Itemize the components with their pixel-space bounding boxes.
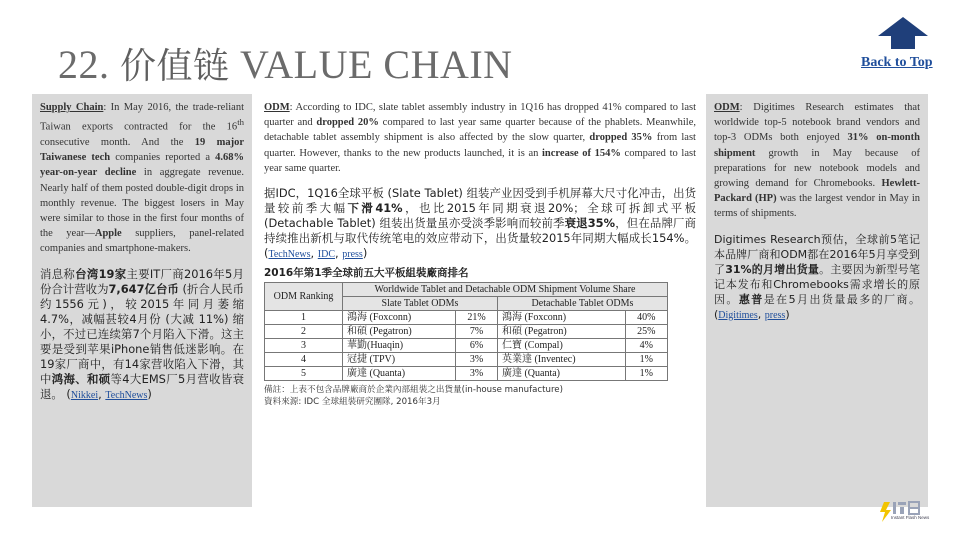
odm-notebook-chinese: Digitimes Research预估，全球前5笔记本品牌厂商和ODM都在2016年5月享受到了31%的月增出货量。主要因为新型号笔记本发布和Chromebooks需求增长的原因。惠普是在5月出货量最多的厂商。 (Digitimes, press) [714,232,920,321]
table-cell-detachable-odm: 和碩 (Pegatron) [497,325,625,339]
table-header-group: Worldwide Tablet and Detachable ODM Shipment Volume Share [343,283,668,297]
table-cell-rank: 2 [265,325,343,339]
table-cell-slate-odm: 冠捷 (TPV) [343,353,456,367]
table-cell-detachable-odm: 廣達 (Quanta) [497,367,625,381]
odm-tablet-panel [256,94,704,507]
table-cell-slate-odm: 廣達 (Quanta) [343,367,456,381]
table-cell-detachable-share: 25% [625,325,667,339]
supply-chain-english: Supply Chain: In May 2016, the trade-reliant Taiwan exports contracted for the 16th consecutive month. And the 19 major Taiwanese tech companies reported a 4.68% year-on-year decline in aggregate revenue. Nearly half of them posted double-digit drops in monthly revenue. The biggest losers in May were similar to those in the first four months of the year—Apple suppliers, panel-related companies and smartphone-makers. [40,102,245,255]
odm-heading: ODM [714,102,740,113]
table-cell-detachable-odm: 鴻海 (Foxconn) [497,311,625,325]
table-header-rank: ODM Ranking [265,283,343,311]
title-chinese: 价值链 [120,46,230,87]
table-cell-detachable-share: 1% [625,367,667,381]
table-cell-rank: 4 [265,353,343,367]
table-row [265,339,668,353]
table-row [265,367,668,381]
ref-link-press[interactable]: press [764,309,786,321]
odm-tablet-english: ODM: According to IDC, slate tablet assembly industry in 1Q16 has dropped 41% compared to last quarter and dropped 20% compared to last year same quarter because of the phablets. Meanwhile, detachable tablet assembly shipment is also affected by the slow quarter, dropped 35% from last quarter. However, thanks to the new products launched, it is an increase of 154% compared to last year same quarter. [264,102,696,174]
table-cell-slate-share: 3% [456,367,498,381]
ref-link-technews[interactable]: TechNews [105,389,148,401]
title-number: 22. [58,42,110,87]
table-cell-detachable-share: 4% [625,339,667,353]
table-cell-slate-share: 6% [456,339,498,353]
table-cell-rank: 3 [265,339,343,353]
table-cell-detachable-share: 40% [625,311,667,325]
figure-note: 備註：上表不包含品牌廠商於企業內部組裝之出貨量(in-house manufacture) 資料來源: IDC 全球組裝研究團隊, 2016年3月 [264,385,563,408]
back-to-top-link[interactable]: Back to Top [861,55,933,70]
odm-heading: ODM [264,102,290,113]
arrow-up-icon[interactable] [876,16,930,50]
table-cell-detachable-share: 1% [625,353,667,367]
table-cell-slate-odm: 鴻海 (Foxconn) [343,311,456,325]
odm-ranking-table [264,282,668,381]
odm-notebook-english: ODM: Digitimes Research estimates that worldwide top-5 notebook brand vendors and top-3 ODMs both enjoyed 31% on-month shipment growth in May because of preparations for new notebook models and growing demand for Chromebooks. Hewlett-Packard (HP) was the largest vendor in May in terms of shipments. [714,102,920,220]
ref-link-idc[interactable]: IDC [317,249,335,261]
odm-tablet-chinese: 据IDC，1Q16全球平板 (Slate Tablet) 组装产业因受到手机屏幕大尺寸化冲击，出货量较前季大幅下滑41%，也比2015年同期衰退20%；全球可拆卸式平板 (Detachable Tablet) 组装出货量虽亦受淡季影响而较前季衰退35%，但在品牌厂商持续推出新机与取代传统笔电的效应带动下，出货量较2015年同期大幅成长154%。 (TechNews, IDC, press) [264,186,697,261]
ref-link-press[interactable]: press [342,249,363,261]
supply-chain-panel [32,94,252,507]
table-cell-slate-share: 21% [456,311,498,325]
table-row [265,325,668,339]
supply-chain-chinese: 消息称台湾19家主要IT厂商2016年5月份合计营收为7,647亿台币 (折合人民币约1556元)，较2015年同月萎缩4.7%，减幅甚较4月份 (大减 11%) 缩小，不过已连续第7个月陷入下滑。这主要是受到苹果iPhone销售低迷影响。在19家厂商中，有14家营收陷入下滑，其中鸿海、和硕等4大EMS厂5月营收皆衰退。 (Nikkei, TechNews) [40,266,244,401]
logo-caption: Instant Flash News [891,515,930,520]
table-row [265,311,668,325]
figure-title: 2016年第1季全球前五大平板組裝廠商排名 [264,267,469,280]
ref-link-nikkei[interactable]: Nikkei [70,389,99,401]
table-cell-detachable-odm: 仁寶 (Compal) [497,339,625,353]
table-cell-slate-share: 7% [456,325,498,339]
table-cell-slate-share: 3% [456,353,498,367]
odm-ranking-figure [264,266,676,428]
table-cell-detachable-odm: 英業達 (Inventec) [497,353,625,367]
odm-notebook-panel [706,94,928,507]
table-row [265,353,668,367]
table-cell-rank: 5 [265,367,343,381]
table-cell-slate-odm: 和碩 (Pegatron) [343,325,456,339]
supply-chain-heading: Supply Chain [40,102,104,113]
table-cell-slate-odm: 華勤(Huaqin) [343,339,456,353]
table-header-slate: Slate Tablet ODMs [343,297,498,311]
brand-logo-icon [876,498,936,524]
ref-link-technews[interactable]: TechNews [268,249,311,261]
title-english: VALUE CHAIN [240,42,513,87]
table-header-detachable: Detachable Tablet ODMs [497,297,667,311]
ref-link-digitimes[interactable]: Digitimes [718,309,758,321]
table-cell-rank: 1 [265,311,343,325]
page-title [58,38,513,89]
